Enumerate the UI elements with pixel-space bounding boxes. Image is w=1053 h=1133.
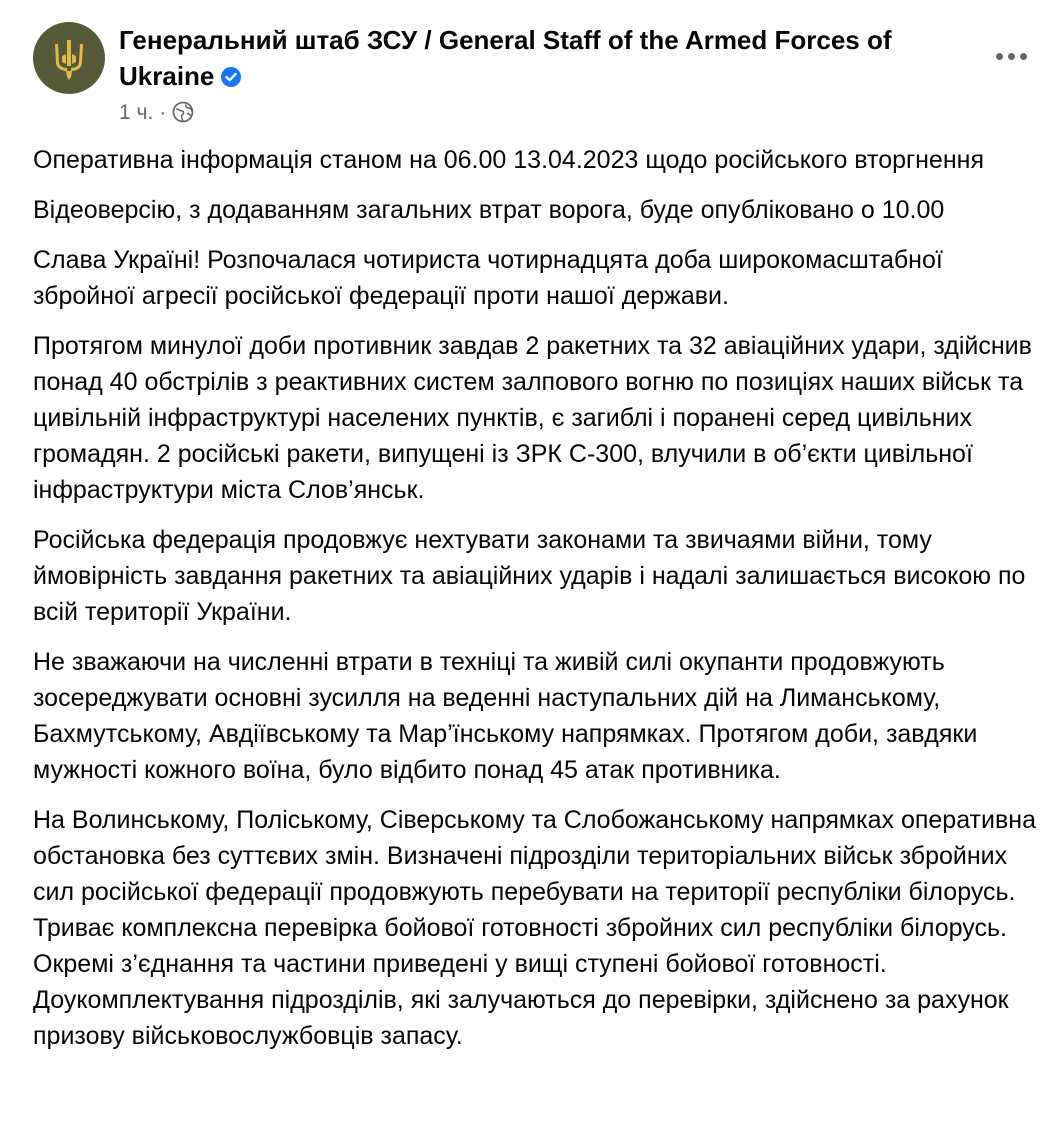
post-meta — [119, 99, 194, 127]
post-header — [33, 22, 1033, 132]
post-paragraph: Протягом минулої доби противник завдав 2 ракетних та 32 авіаційних удари, здійснив понад 40 обстрілів з реактивних систем залпового вогню по позиціях наших військ та цивільній інфраструктурі населених пунктів, є загиблі і поранені серед цивільних громадян. 2 російські ракети, випущені із ЗРК С-300, влучили в об’єкти цивільної інфраструктури міста Слов’янськ. — [33, 332, 1032, 504]
verified-badge-icon — [220, 66, 242, 88]
page-avatar[interactable] — [33, 22, 105, 94]
trident-emblem-icon — [33, 22, 105, 94]
meta-separator: · — [159, 101, 167, 124]
post-paragraph: Російська федерація продовжує нехтувати законами та звичаями війни, тому ймовірність завдання ракетних та авіаційних ударів і надалі залишається високою по всій території України. — [33, 526, 1026, 626]
post-paragraph: Оперативна інформація станом на 06.00 13.04.2023 щодо російського вторгнення — [33, 146, 984, 174]
globe-icon[interactable] — [172, 101, 194, 123]
post-timestamp[interactable]: 1 ч. — [119, 101, 154, 124]
page-name-link[interactable] — [119, 22, 919, 94]
page-name-text: Генеральний штаб ЗСУ / General Staff of the Armed Forces of Ukraine — [119, 25, 892, 91]
more-options-button[interactable] — [989, 36, 1033, 76]
post-paragraph: Відеоверсію, з додаванням загальних втрат ворога, буде опубліковано о 10.00 — [33, 196, 945, 224]
post-paragraph: Не зважаючи на численні втрати в техніці та живій силі окупанти продовжують зосереджувати основні зусилля на веденні наступальних дій на Лиманському, Бахмутському, Авдіївському та Мар’їнському напрямках. Протягом доби, завдяки мужності кожного воїна, було відбито понад 45 атак противника. — [33, 648, 978, 784]
post-paragraph: На Волинському, Поліському, Сіверському та Слобожанському напрямках оперативна обстановка без суттєвих змін. Визначені підрозділи територіальних військ збройних сил російської федерації продовжують перебувати на території республіки білорусь. Триває комплексна перевірка бойової готовності збройних сил республіки білорусь. Окремі з’єднання та частини приведені у вищі ступені бойової готовності. Доукомплектування підрозділів, які залучаються до перевірки, здійснено за рахунок призову військовослужбовців запасу. — [33, 806, 1036, 1050]
post-body — [33, 142, 1043, 1068]
more-options-icon — [996, 53, 1027, 60]
post-paragraph: Слава Україні! Розпочалася чотириста чотирнадцята доба широкомасштабної збройної агресії російської федерації проти нашої держави. — [33, 246, 943, 310]
